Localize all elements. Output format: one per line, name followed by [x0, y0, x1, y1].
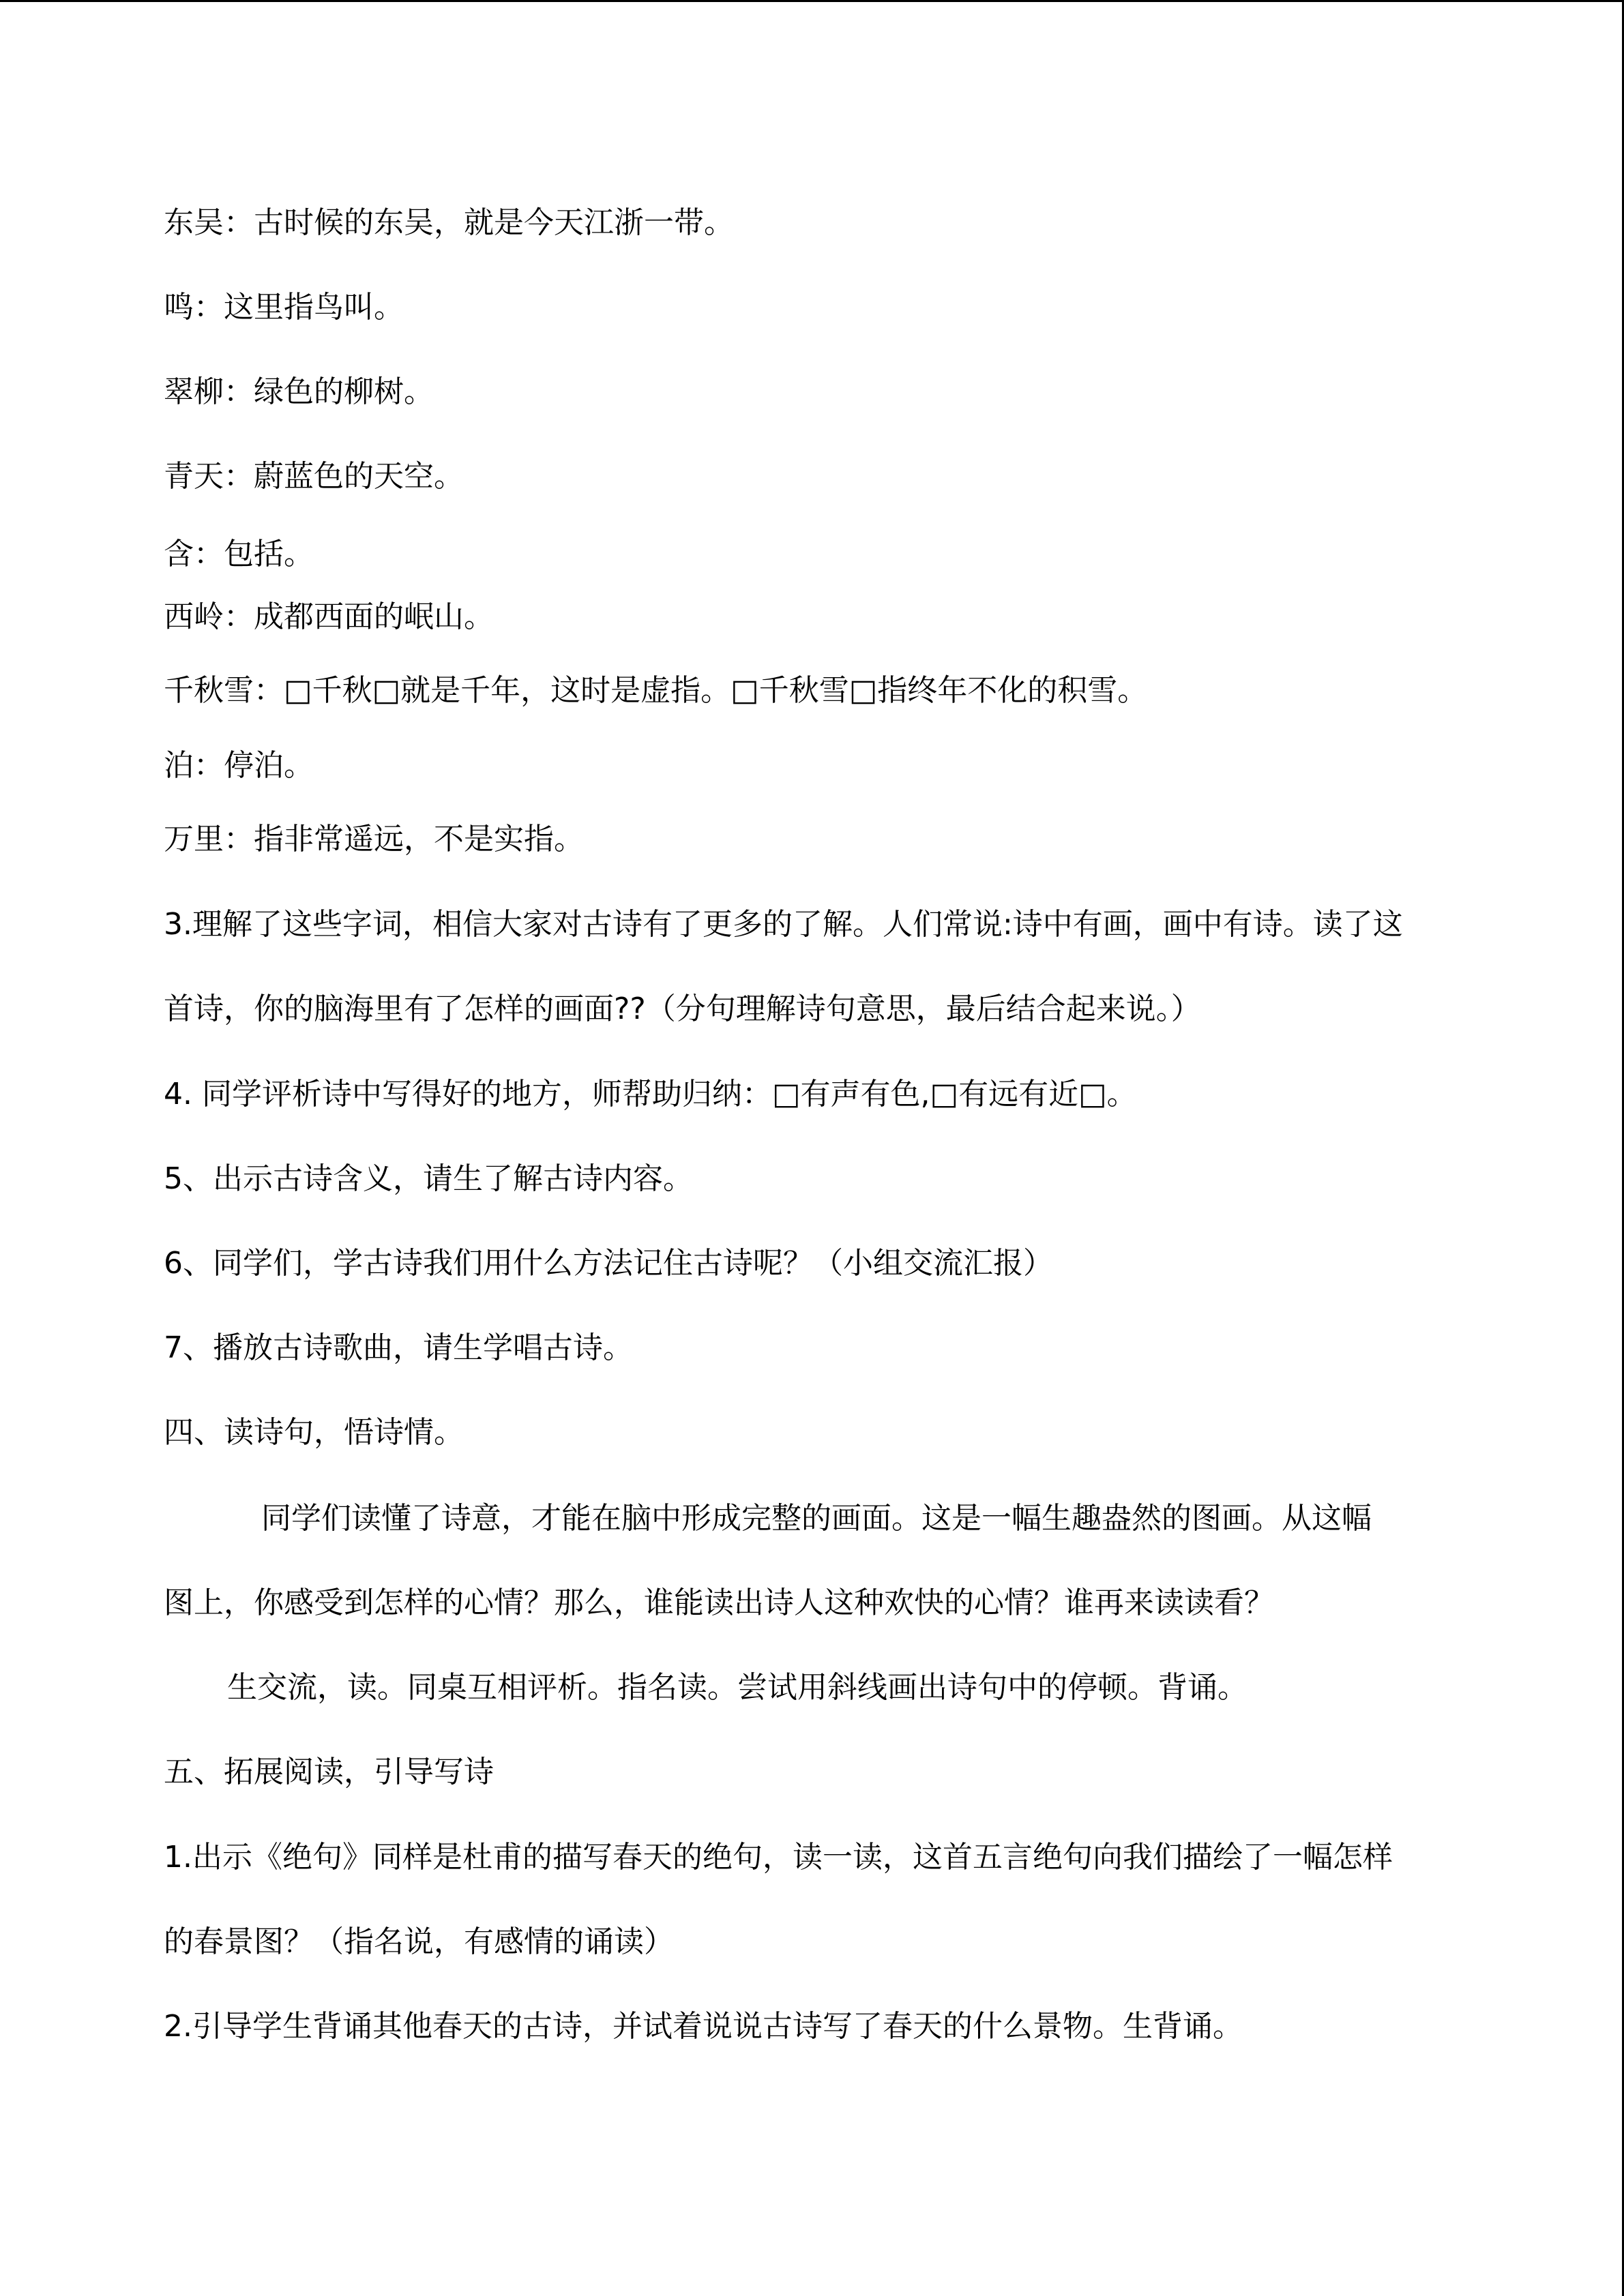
- text-line: 生交流，读。同桌互相评析。指名读。尝试用斜线画出诗句中的停顿。背诵。: [227, 1670, 1247, 1705]
- text-line: 青天：蔚蓝色的天空。: [164, 459, 464, 494]
- text-line: 图上，你感受到怎样的心情？那么，谁能读出诗人这种欢快的心情？谁再来读读看？: [164, 1585, 1274, 1620]
- text-line: 东吴：古时候的东吴，就是今天江浙一带。: [164, 205, 734, 240]
- text-line: 5、出示古诗含义，请生了解古诗内容。: [164, 1161, 693, 1196]
- text-line: 6、同学们，学古诗我们用什么方法记住古诗呢？（小组交流汇报）: [164, 1246, 1053, 1281]
- text-line: 翠柳：绿色的柳树。: [164, 374, 434, 409]
- text-line: 五、拓展阅读，引导写诗: [164, 1755, 494, 1789]
- text-line: 含：包括。: [164, 537, 314, 571]
- text-line: 西岭：成都西面的岷山。: [164, 599, 494, 634]
- text-line: 鸣：这里指鸟叫。: [164, 290, 404, 325]
- text-line: 3.理解了这些字词，相信大家对古诗有了更多的了解。人们常说:诗中有画，画中有诗。读了这: [164, 907, 1403, 942]
- text-line: 首诗，你的脑海里有了怎样的画面??（分句理解诗句意思，最后结合起来说。）: [164, 992, 1201, 1026]
- text-line: 1.出示《绝句》同样是杜甫的描写春天的绝句，读一读，这首五言绝句向我们描绘了一幅怎样: [164, 1840, 1393, 1875]
- text-line: 千秋雪：□千秋□就是千年，这时是虚指。□千秋雪□指终年不化的积雪。: [164, 673, 1148, 708]
- text-line: 万里：指非常遥远，不是实指。: [164, 822, 584, 856]
- text-line: 2.引导学生背诵其他春天的古诗，并试着说说古诗写了春天的什么景物。生背诵。: [164, 2009, 1243, 2044]
- text-line: 的春景图？（指名说，有感情的诵读）: [164, 1924, 674, 1959]
- text-line: 7、播放古诗歌曲，请生学唱古诗。: [164, 1330, 633, 1365]
- text-line: 四、读诗句，悟诗情。: [164, 1415, 464, 1450]
- text-line: 泊：停泊。: [164, 748, 314, 783]
- text-line: 4. 同学评析诗中写得好的地方，师帮助归纳：□有声有色,□有远有近□。: [164, 1077, 1137, 1112]
- text-line: 同学们读懂了诗意，才能在脑中形成完整的画面。这是一幅生趣盎然的图画。从这幅: [261, 1501, 1372, 1536]
